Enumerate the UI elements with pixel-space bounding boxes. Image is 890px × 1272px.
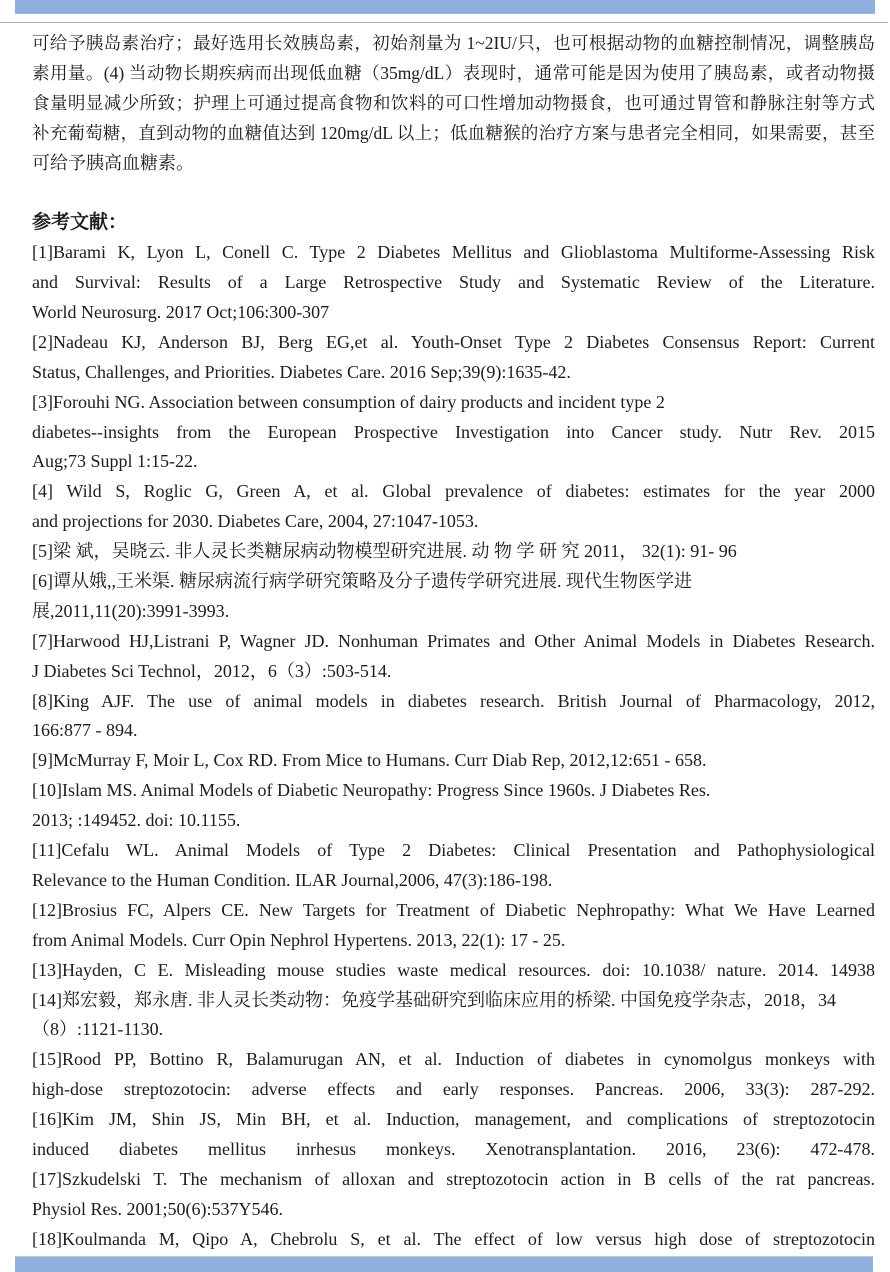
reference-line: Aug;73 Suppl 1:15-22.	[32, 451, 198, 472]
reference-line: 展,2011,11(20):3991-3993.	[32, 600, 230, 621]
intro-text-line: 补充葡萄糖，直到动物的血糖值达到 120mg/dL 以上；低血糖猴的治疗方案与患者完全相同，如果需要，甚至	[32, 122, 875, 143]
reference-line: Physiol Res. 2001;50(6):537Y546.	[32, 1198, 284, 1219]
top-blue-bar	[15, 0, 875, 14]
intro-text-line: 可给予胰岛素治疗；最好选用长效胰岛素，初始剂量为 1~2IU/只，也可根据动物的血糖控制情况，调整胰岛	[32, 33, 875, 53]
reference-line: World Neurosurg. 2017 Oct;106:300-307	[32, 302, 330, 323]
reference-line: [18]Koulmanda M, Qipo A, Chebrolu S, et al. The effect of low versus high dose of streptozotocin	[32, 1228, 875, 1249]
blank-line	[32, 178, 875, 208]
reference-line: [12]Brosius FC, Alpers CE. New Targets for Treatment of Diabetic Nephropathy: What We Have Learned	[32, 899, 875, 920]
intro-paragraph	[32, 29, 875, 178]
reference-line: [7]Harwood HJ,Listrani P, Wagner JD. Nonhuman Primates and Other Animal Models in Diabetes Research.	[32, 630, 875, 651]
reference-line: from Animal Models. Curr Opin Nephrol Hypertens. 2013, 22(1): 17 - 25.	[32, 929, 566, 950]
references-list	[32, 238, 875, 1254]
references-heading: 参考文献：	[32, 212, 128, 234]
reference-line: high-dose streptozotocin: adverse effects and early responses. Pancreas. 2006, 33(3): 287-292.	[32, 1079, 875, 1100]
reference-line: [1]Barami K, Lyon L, Conell C. Type 2 Diabetes Mellitus and Glioblastoma Multiforme-Assessing Risk	[32, 242, 875, 263]
reference-line: [11]Cefalu WL. Animal Models of Type 2 Diabetes: Clinical Presentation and Pathophysiological	[32, 840, 875, 861]
page-divider-line	[0, 22, 888, 23]
reference-line: [8]King AJF. The use of animal models in diabetes research. British Journal of Pharmacology, 2012,	[32, 690, 875, 711]
intro-text-line: 可给予胰高血糖素。	[32, 152, 194, 173]
document-body	[32, 29, 875, 1255]
reference-line: and projections for 2030. Diabetes Care, 2004, 27:1047-1053.	[32, 511, 479, 532]
reference-line: J Diabetes Sci Technol，2012，6（3）:503-514.	[32, 660, 392, 681]
reference-line: [2]Nadeau KJ, Anderson BJ, Berg EG,et al. Youth-Onset Type 2 Diabetes Consensus Report: Current	[32, 331, 875, 352]
reference-line: [10]Islam MS. Animal Models of Diabetic Neuropathy: Progress Since 1960s. J Diabetes Res.	[32, 780, 711, 801]
reference-line: [17]Szkudelski T. The mechanism of alloxan and streptozotocin action in B cells of the rat pancreas.	[32, 1168, 875, 1189]
reference-line: [4] Wild S, Roglic G, Green A, et al. Global prevalence of diabetes: estimates for the year 2000	[32, 481, 875, 502]
reference-line: （8）:1121-1130.	[32, 1019, 164, 1040]
reference-line: [14]郑宏毅，郑永唐. 非人灵长类动物：免疫学基础研究到临床应用的桥梁. 中国免疫学杂志，2018，34	[32, 989, 836, 1010]
reference-line: [13]Hayden, C E. Misleading mouse studies waste medical resources. doi: 10.1038/ nature. 2014. 14938	[32, 959, 875, 980]
intro-text-line: 食量明显减少所致；护理上可通过提高食物和饮料的可口性增加动物摄食，也可通过胃管和静脉注射等方式	[32, 92, 875, 113]
reference-line: [6]谭从娥,,王米渠. 糖尿病流行病学研究策略及分子遗传学研究进展. 现代生物医学进	[32, 571, 692, 592]
intro-text-line: 素用量。(4) 当动物长期疾病而出现低血糖（35mg/dL）表现时，通常可能是因为使用了胰岛素，或者动物摄	[32, 62, 875, 83]
reference-line: Relevance to the Human Condition. ILAR Journal,2006, 47(3):186-198.	[32, 869, 553, 890]
reference-line: and Survival: Results of a Large Retrospective Study and Systematic Review of the Literature.	[32, 272, 875, 293]
reference-line: [5]梁 斌，吴晓云. 非人灵长类糖尿病动物模型研究进展. 动 物 学 研 究 2011， 32(1): 91- 96	[32, 541, 737, 562]
reference-line: diabetes--insights from the European Prospective Investigation into Cancer study. Nutr Rev. 2015	[32, 421, 875, 442]
reference-line: [3]Forouhi NG. Association between consumption of dairy products and incident type 2	[32, 391, 665, 412]
reference-line: [15]Rood PP, Bottino R, Balamurugan AN, et al. Induction of diabetes in cynomolgus monkeys with	[32, 1049, 875, 1070]
reference-line: [16]Kim JM, Shin JS, Min BH, et al. Induction, management, and complications of streptozotocin	[32, 1109, 875, 1130]
reference-line: Status, Challenges, and Priorities. Diabetes Care. 2016 Sep;39(9):1635-42.	[32, 361, 571, 382]
reference-line: 2013; :149452. doi: 10.1155.	[32, 810, 241, 831]
bottom-blue-bar	[15, 1256, 873, 1272]
reference-line: 166:877 - 894.	[32, 720, 138, 741]
reference-line: induced diabetes mellitus inrhesus monkeys. Xenotransplantation. 2016, 23(6): 472-478.	[32, 1138, 875, 1159]
reference-line: [9]McMurray F, Moir L, Cox RD. From Mice to Humans. Curr Diab Rep, 2012,12:651 - 658.	[32, 750, 707, 771]
